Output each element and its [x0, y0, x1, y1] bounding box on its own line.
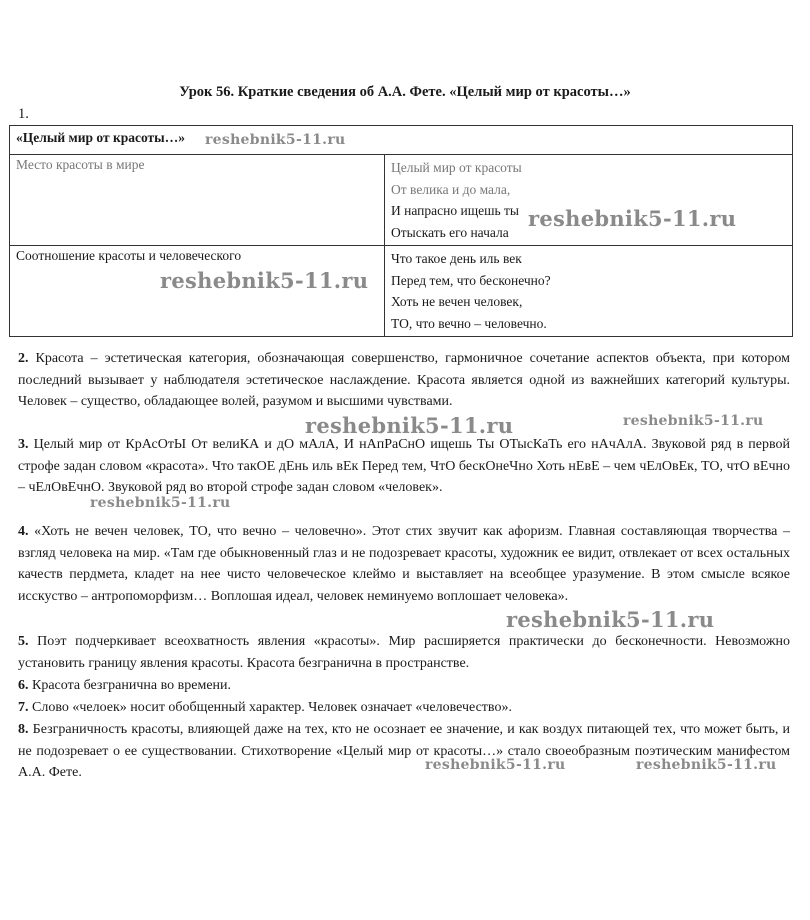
watermark: reshebnik5-11.ru — [90, 495, 231, 511]
watermark: reshebnik5-11.ru — [636, 757, 777, 773]
answer-paragraph-3 — [18, 434, 790, 499]
paragraph-text: Поэт подчеркивает всеохватность явления «красоты». Мир расширяется практически до бесконечности. Невозможно установить границу явления красоты. Красота безгранична в пространстве. — [18, 634, 790, 671]
answer-paragraph-7 — [18, 697, 790, 719]
answer-paragraph-6 — [18, 675, 790, 697]
poem-line: ТО, что вечно – человечно. — [391, 315, 547, 331]
paragraph-number: 3. — [18, 437, 29, 452]
page-title: Урок 56. Краткие сведения об А.А. Фете. «Целый мир от красоты…» — [179, 84, 631, 100]
poem-line: Целый мир от красоты — [391, 160, 522, 175]
poem-line: И напрасно ищешь ты — [391, 203, 519, 218]
poem-line: Хоть не вечен человек, — [391, 294, 523, 309]
poem-lines — [385, 246, 793, 337]
watermark: reshebnik5-11.ru — [305, 413, 514, 438]
poem-line: Отыскать его начала — [391, 224, 509, 240]
row-label: Соотношение красоты и человеческого — [10, 246, 385, 337]
watermark: reshebnik5-11.ru — [623, 413, 764, 429]
poem-analysis-table — [9, 125, 793, 337]
section-number-1: 1. — [18, 106, 29, 122]
paragraph-text: Безграничность красоты, влияющей даже на тех, кто не осознает ее значение, и как воздух питающей тех, что может быть, и не подозревает о ее существовании. Стихотворение «Целый мир от красоты…» стало своеобразным поэтическим манифестом А.А. Фете. — [18, 722, 790, 780]
paragraph-number: 6. — [18, 678, 29, 693]
paragraph-number: 5. — [18, 634, 29, 649]
poem-line: Что такое день иль век — [391, 251, 522, 266]
answer-paragraph-2 — [18, 348, 790, 413]
paragraph-number: 4. — [18, 524, 29, 539]
paragraph-text: Красота безгранична во времени. — [32, 678, 232, 693]
paragraph-text: Слово «челоек» носит обобщенный характер. Человек означает «человечество». — [32, 700, 512, 715]
answer-paragraph-5 — [18, 631, 790, 674]
table-row — [10, 246, 793, 337]
paragraph-number: 7. — [18, 700, 29, 715]
poem-lines — [385, 155, 793, 246]
watermark: reshebnik5-11.ru — [205, 132, 346, 148]
answer-paragraph-8 — [18, 719, 790, 784]
paragraph-number: 8. — [18, 722, 29, 737]
watermark: reshebnik5-11.ru — [506, 607, 715, 632]
watermark: reshebnik5-11.ru — [160, 268, 369, 293]
row-label: Место красоты в мире — [10, 155, 385, 246]
paragraph-text: «Хоть не вечен человек, ТО, что вечно – человечно». Этот стих звучит как афоризм. Главная составляющая творчества – взгляд человека на мир. «Там где обыкновенный глаз и не подозревает красоты, художник ее видит, отвлекает от всех остальных качеств пердмета, кладет на нее чисто человеческое клеймо и выставляет на всеобщее уразумение. В этом смысле всякое исскуство – антропоморфизм… Воплошая идеал, человек неминуемо воплошает человека». — [18, 524, 790, 604]
poem-line: Перед тем, что бесконечно? — [391, 272, 551, 288]
poem-line: От велика и до мала, — [391, 181, 511, 197]
table-header: «Целый мир от красоты…» — [10, 126, 793, 155]
paragraph-number: 2. — [18, 351, 29, 366]
paragraph-text: Красота – эстетическая категория, обозначающая совершенство, гармоничное сочетание аспектов объекта, при котором последний вызывает у наблюдателя эстетическое наслаждение. Красота является одной из важнейших категорий культуры. Человек – существо, обладающее волей, разумом и высшими чувствами. — [18, 351, 790, 409]
paragraph-text: Целый мир от КрАсОтЫ От велиКА и дО мАлА, И нАпРаСнО ищешь Ты ОТысКаТь его нАчАлА. Звуковой ряд в первой строфе задан словом «красота». Что такОЕ дЕнь иль вЕк Перед тем, ЧтО бескОнеЧно Хоть нЕвЕ – чем чЕлОвЕк, ТО, чтО вЕчно – чЕлОвЕчнО. Звуковой ряд во второй строфе задан словом «человек». — [18, 437, 791, 495]
table-row — [10, 155, 793, 246]
answer-paragraph-4 — [18, 521, 790, 607]
watermark: reshebnik5-11.ru — [528, 206, 737, 231]
watermark: reshebnik5-11.ru — [425, 757, 566, 773]
